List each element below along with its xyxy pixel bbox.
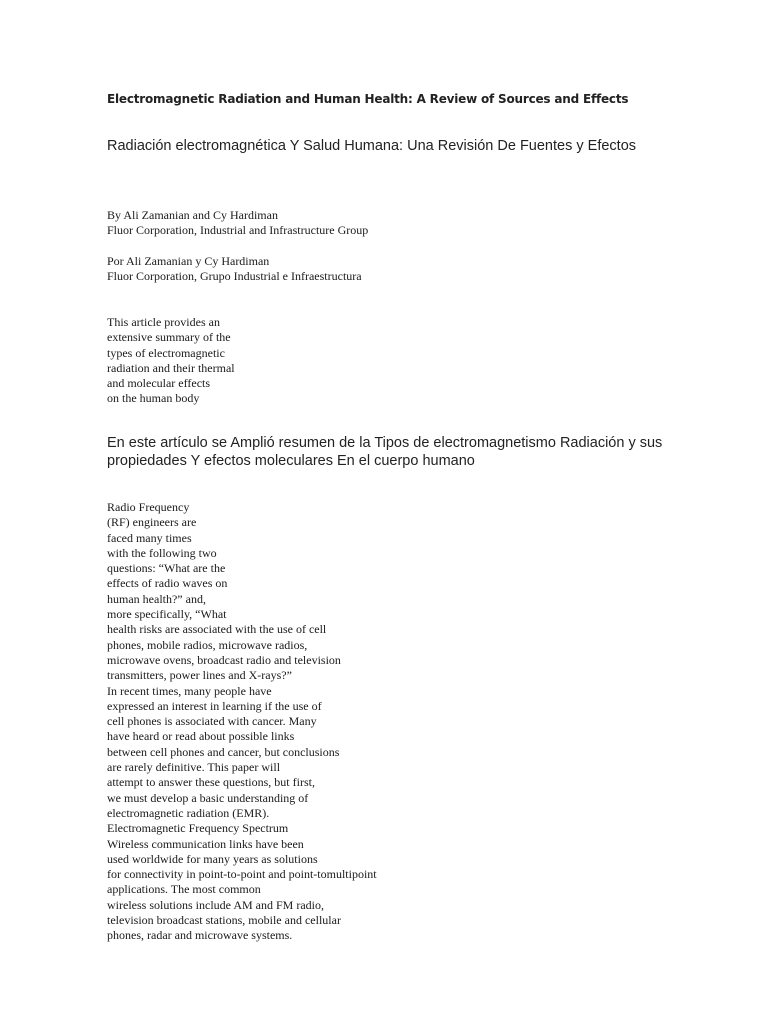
text-line: radiation and their thermal [107,360,235,375]
authors-spanish [107,254,362,285]
text-line: transmitters, power lines and X-rays?” [107,668,292,683]
text-line: propiedades Y efectos moleculares En el cuerpo humano [107,453,475,469]
text-line: attempt to answer these questions, but first, [107,775,315,790]
text-line: and molecular effects [107,376,211,391]
text-line: questions: “What are the [107,561,226,576]
text-line: phones, radar and microwave systems. [107,928,293,943]
document-title: Electromagnetic Radiation and Human Health: A Review of Sources and Effects [107,92,629,106]
author-line: By Ali Zamanian and Cy Hardiman [107,208,278,222]
text-line: cell phones is associated with cancer. Many [107,714,317,729]
text-line: with the following two [107,545,217,560]
text-line: types of electromagnetic [107,345,225,360]
text-line: This article provides an [107,315,220,329]
text-line: effects of radio waves on [107,576,228,591]
author-line: Por Ali Zamanian y Cy Hardiman [107,254,270,268]
text-line: Radio Frequency [107,500,190,514]
text-line: phones, mobile radios, microwave radios, [107,637,308,652]
section-heading: Electromagnetic Frequency Spectrum [107,821,289,836]
text-line: wireless solutions include AM and FM radio, [107,897,324,912]
text-line: microwave ovens, broadcast radio and television [107,652,341,667]
text-line: electromagnetic radiation (EMR). [107,805,270,820]
text-line: used worldwide for many years as solutions [107,851,318,866]
text-line: expressed an interest in learning if the use of [107,698,322,713]
text-line: (RF) engineers are [107,515,197,530]
body-text [107,500,377,944]
text-line: are rarely definitive. This paper will [107,760,281,775]
text-line: have heard or read about possible links [107,729,295,744]
text-line: more specifically, “What [107,607,227,622]
text-line: applications. The most common [107,882,261,897]
text-line: between cell phones and cancer, but conclusions [107,744,340,759]
abstract-english [107,315,235,407]
text-line: on the human body [107,391,200,406]
author-affiliation: Fluor Corporation, Industrial and Infrastructure Group [107,223,369,238]
text-line: human health?” and, [107,591,206,606]
text-line: In recent times, many people have [107,683,272,698]
authors-english [107,208,368,239]
document-subtitle-spanish: Radiación electromagnética Y Salud Humana: Una Revisión De Fuentes y Efectos [107,138,637,154]
text-line: extensive summary of the [107,330,231,345]
abstract-spanish [107,434,667,470]
text-line: health risks are associated with the use of cell [107,622,327,637]
text-line: for connectivity in point-to-point and point-tomultipoint [107,867,377,882]
text-line: television broadcast stations, mobile and cellular [107,913,341,928]
text-line: En este artículo se Amplió resumen de la Tipos de electromagnetismo Radiación y sus [107,435,663,451]
author-affiliation: Fluor Corporation, Grupo Industrial e Infraestructura [107,269,362,284]
text-line: Wireless communication links have been [107,836,304,851]
text-line: we must develop a basic understanding of [107,790,309,805]
text-line: faced many times [107,530,192,545]
